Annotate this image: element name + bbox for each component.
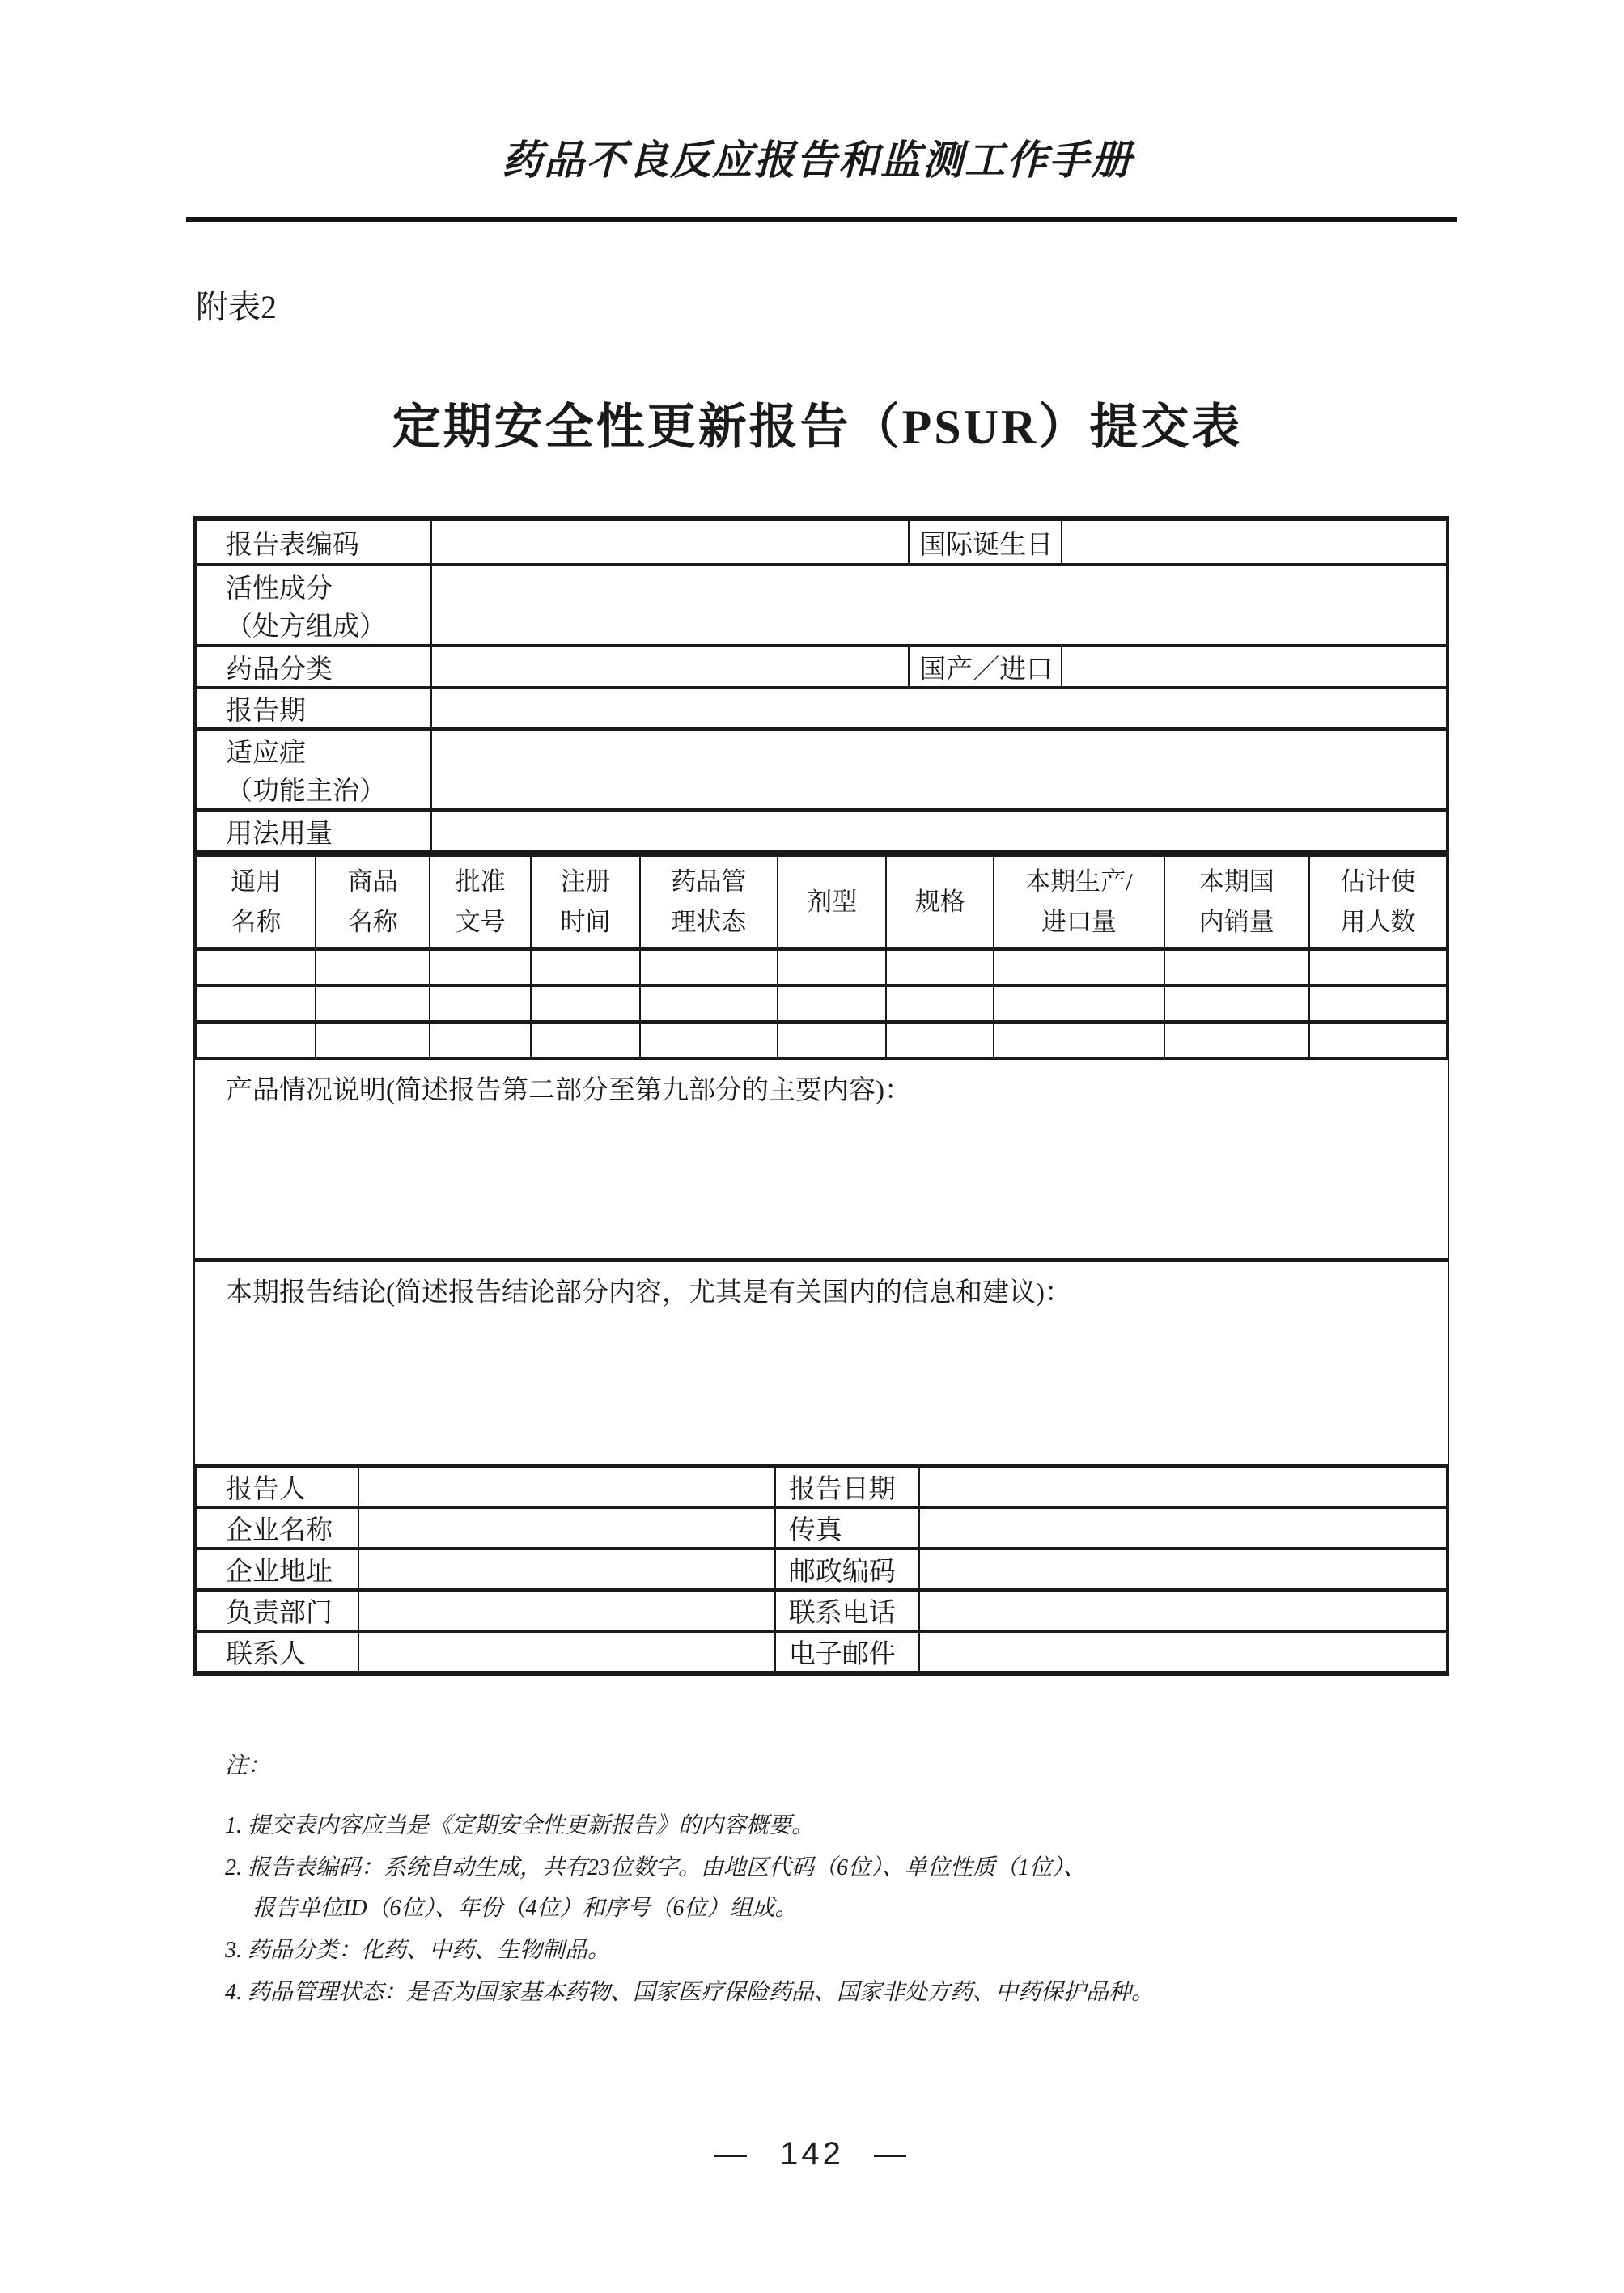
field-label-report-period: 报告期	[196, 688, 431, 729]
field-label-contact-phone: 联系电话	[775, 1590, 919, 1631]
col-header-specification: 规格	[886, 855, 994, 949]
col-header-domestic-sales: 本期国 内销量	[1164, 855, 1309, 949]
field-label-postal-code: 邮政编码	[775, 1549, 919, 1590]
blank-field-report-date	[919, 1466, 1447, 1507]
table-row	[196, 1549, 1447, 1590]
table-row	[196, 565, 1447, 646]
field-label-company-name: 企业名称	[196, 1507, 358, 1549]
note-item-3: 3. 药品分类：化药、中药、生物制品。	[225, 1938, 611, 1963]
blank-cell	[316, 949, 430, 985]
field-label-indications	[196, 729, 431, 810]
blank-cell	[531, 1022, 640, 1058]
blank-field-active-ingredient	[431, 565, 1447, 646]
blank-cell	[1164, 985, 1309, 1022]
table-row	[196, 688, 1447, 729]
col-header-generic-name: 通用 名称	[196, 855, 316, 949]
field-label-drug-category: 药品分类	[196, 646, 431, 688]
col-header-trade-name: 商品 名称	[316, 855, 430, 949]
blank-cell	[531, 985, 640, 1022]
psur-form	[193, 516, 1449, 1676]
product-summary-section	[195, 1060, 1448, 1258]
page-number: — 142 —	[714, 2136, 910, 2172]
blank-field-contact-person	[358, 1631, 775, 1672]
table-row	[196, 810, 1447, 852]
label-line: 活性成分	[226, 574, 333, 604]
field-label-international-birthdate: 国际诞生日	[909, 519, 1062, 565]
table-row	[196, 1466, 1447, 1507]
blank-cell	[640, 1022, 778, 1058]
blank-cell	[778, 985, 887, 1022]
blank-cell	[886, 949, 994, 985]
blank-cell	[778, 1022, 887, 1058]
label-line: 适应症	[226, 739, 306, 768]
blank-cell	[430, 1022, 531, 1058]
blank-cell	[1309, 1022, 1447, 1058]
field-label-active-ingredient	[196, 565, 431, 646]
blank-field-email	[919, 1631, 1447, 1672]
conclusion-title: 本期报告结论(简述报告结论部分内容，尤其是有关国内的信息和建议)：	[226, 1278, 1071, 1308]
blank-cell	[994, 949, 1164, 985]
conclusion-section	[195, 1258, 1448, 1464]
info-table	[195, 518, 1448, 854]
blank-cell	[1309, 985, 1447, 1022]
product-blank-row	[196, 949, 1447, 985]
field-label-report-date: 报告日期	[775, 1466, 919, 1507]
field-label-dosage-usage: 用法用量	[196, 810, 431, 852]
blank-cell	[196, 1022, 316, 1058]
col-header-dosage-form: 剂型	[778, 855, 887, 949]
field-label-contact-person: 联系人	[196, 1631, 358, 1672]
blank-cell	[531, 949, 640, 985]
table-row	[196, 729, 1447, 810]
col-header-registration-time: 注册 时间	[531, 855, 640, 949]
blank-field-company-name	[358, 1507, 775, 1549]
appendix-label: 附表2	[196, 289, 277, 325]
note-item-2-line-2: 报告单位ID（6位）、年份（4位）和序号（6位）组成。	[252, 1896, 798, 1921]
blank-cell	[1164, 1022, 1309, 1058]
blank-field-report-code	[431, 519, 910, 565]
blank-field-international-birthdate	[1062, 519, 1447, 565]
header-rule	[186, 217, 1457, 222]
field-label-responsible-department: 负责部门	[196, 1590, 358, 1631]
blank-field-reporter	[358, 1466, 775, 1507]
blank-cell	[886, 1022, 994, 1058]
footnotes	[225, 1750, 1406, 2009]
blank-field-responsible-department	[358, 1590, 775, 1631]
product-blank-row	[196, 985, 1447, 1022]
contact-table	[195, 1464, 1448, 1674]
blank-field-postal-code	[919, 1549, 1447, 1590]
field-label-company-address: 企业地址	[196, 1549, 358, 1590]
field-label-reporter: 报告人	[196, 1466, 358, 1507]
blank-cell	[430, 949, 531, 985]
blank-cell	[778, 949, 887, 985]
blank-field-indications	[431, 729, 1447, 810]
field-label-domestic-import: 国产／进口	[909, 646, 1062, 688]
blank-field-report-period	[431, 688, 1447, 729]
blank-cell	[196, 985, 316, 1022]
product-blank-row	[196, 1022, 1447, 1058]
table-row	[196, 1590, 1447, 1631]
blank-cell	[994, 985, 1164, 1022]
blank-cell	[994, 1022, 1164, 1058]
blank-cell	[640, 949, 778, 985]
blank-cell	[1164, 949, 1309, 985]
table-row	[196, 1631, 1447, 1672]
col-header-management-status: 药品管 理状态	[640, 855, 778, 949]
blank-field-domestic-import	[1062, 646, 1447, 688]
manual-title: 药品不良反应报告和监测工作手册	[502, 138, 1133, 183]
blank-field-company-address	[358, 1549, 775, 1590]
col-header-approval-number: 批准 文号	[430, 855, 531, 949]
note-item-2-line-1: 2. 报告表编码：系统自动生成，共有23位数字。由地区代码（6位）、单位性质（1位）、	[225, 1855, 1087, 1880]
blank-cell	[430, 985, 531, 1022]
notes-label: 注：	[225, 1753, 271, 1778]
form-title: 定期安全性更新报告（PSUR）提交表	[392, 401, 1243, 454]
table-row	[196, 646, 1447, 688]
blank-cell	[640, 985, 778, 1022]
blank-cell	[1309, 949, 1447, 985]
label-line: （处方组成）	[226, 612, 386, 642]
blank-cell	[316, 985, 430, 1022]
blank-cell	[886, 985, 994, 1022]
note-item-4: 4. 药品管理状态：是否为国家基本药物、国家医疗保险药品、国家非处方药、中药保护品种。	[225, 1980, 1155, 2005]
blank-field-fax	[919, 1507, 1447, 1549]
blank-field-drug-category	[431, 646, 910, 688]
table-row	[196, 519, 1447, 565]
col-header-production-import-volume: 本期生产/ 进口量	[994, 855, 1164, 949]
blank-field-dosage-usage	[431, 810, 1447, 852]
product-table	[195, 854, 1448, 1060]
product-summary-title: 产品情况说明(简述报告第二部分至第九部分的主要内容)：	[226, 1076, 911, 1105]
blank-cell	[196, 949, 316, 985]
label-line: （功能主治）	[226, 777, 386, 806]
col-header-estimated-users: 估计使 用人数	[1309, 855, 1447, 949]
note-item-1: 1. 提交表内容应当是《定期安全性更新报告》的内容概要。	[225, 1813, 815, 1838]
field-label-fax: 传真	[775, 1507, 919, 1549]
field-label-email: 电子邮件	[775, 1631, 919, 1672]
table-row	[196, 1507, 1447, 1549]
blank-field-contact-phone	[919, 1590, 1447, 1631]
field-label-report-code: 报告表编码	[196, 519, 431, 565]
running-head	[186, 0, 1448, 183]
blank-cell	[316, 1022, 430, 1058]
product-header-row	[196, 855, 1447, 949]
